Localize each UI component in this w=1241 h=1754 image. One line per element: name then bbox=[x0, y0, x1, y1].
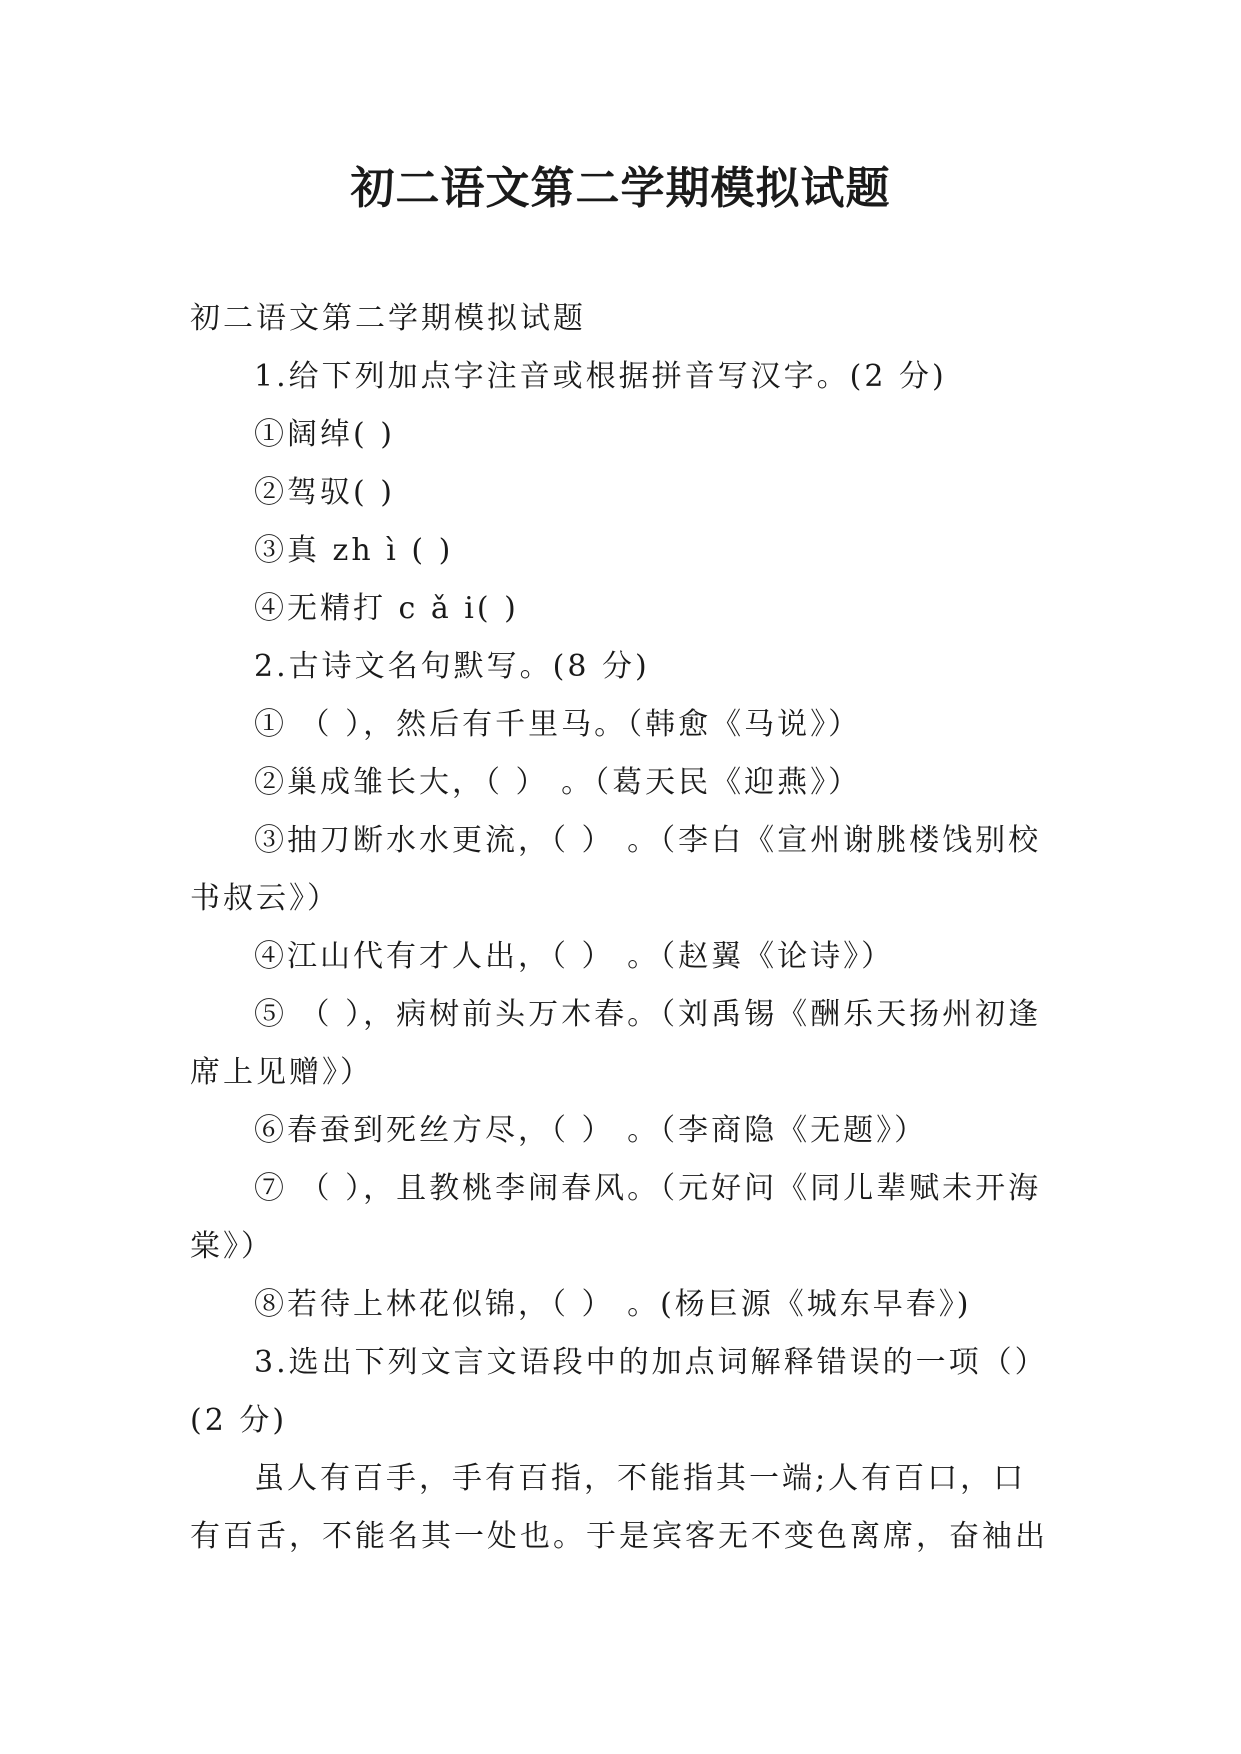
question-1-item: ③真 zh ì ( ) bbox=[254, 533, 454, 568]
question-2-item: ① （ ），然后有千里马。（韩愈《马说》） bbox=[254, 707, 862, 742]
question-3-passage: 虽人有百手，手有百指，不能指其一端;人有百口，口有百舌，不能名其一处也。于是宾客无不变色离席，奋袖出 bbox=[190, 1461, 1048, 1554]
question-2-item: ⑥春蚕到死丝方尽，（ ） 。（李商隐《无题》） bbox=[254, 1113, 928, 1148]
question-1-item: ①阔绰( ) bbox=[254, 417, 395, 452]
document-body bbox=[190, 290, 1050, 1566]
question-1-stem: 1.给下列加点字注音或根据拼音写汉字。(2 分) bbox=[254, 359, 947, 394]
question-1-item: ④无精打 c ǎ i( ) bbox=[254, 591, 519, 626]
question-2-item: ②巢成雏长大，（ ） 。（葛天民《迎燕》） bbox=[254, 765, 862, 800]
document-subtitle: 初二语文第二学期模拟试题 bbox=[190, 301, 586, 336]
page-title: 初二语文第二学期模拟试题 bbox=[350, 163, 891, 214]
question-2-item: ⑧若待上林花似锦，（ ） 。(杨巨源《城东早春》) bbox=[254, 1287, 972, 1322]
question-1-item: ②驾驭( ) bbox=[254, 475, 395, 510]
question-2-stem: 2.古诗文名句默写。(8 分) bbox=[254, 649, 650, 684]
question-2-item: ④江山代有才人出，（ ） 。（赵翼《论诗》） bbox=[254, 939, 895, 974]
question-2-item: ③抽刀断水水更流，（ ） 。（李白《宣州谢朓楼饯别校书叔云》） bbox=[190, 823, 1042, 916]
question-3-stem: 3.选出下列文言文语段中的加点词解释错误的一项（）(2 分) bbox=[190, 1345, 1048, 1438]
question-2-item: ⑤ （ ），病树前头万木春。（刘禹锡《酬乐天扬州初逢席上见赠》） bbox=[190, 997, 1042, 1090]
question-2-item: ⑦ （ ），且教桃李闹春风。（元好问《同儿辈赋未开海棠》） bbox=[190, 1171, 1042, 1264]
